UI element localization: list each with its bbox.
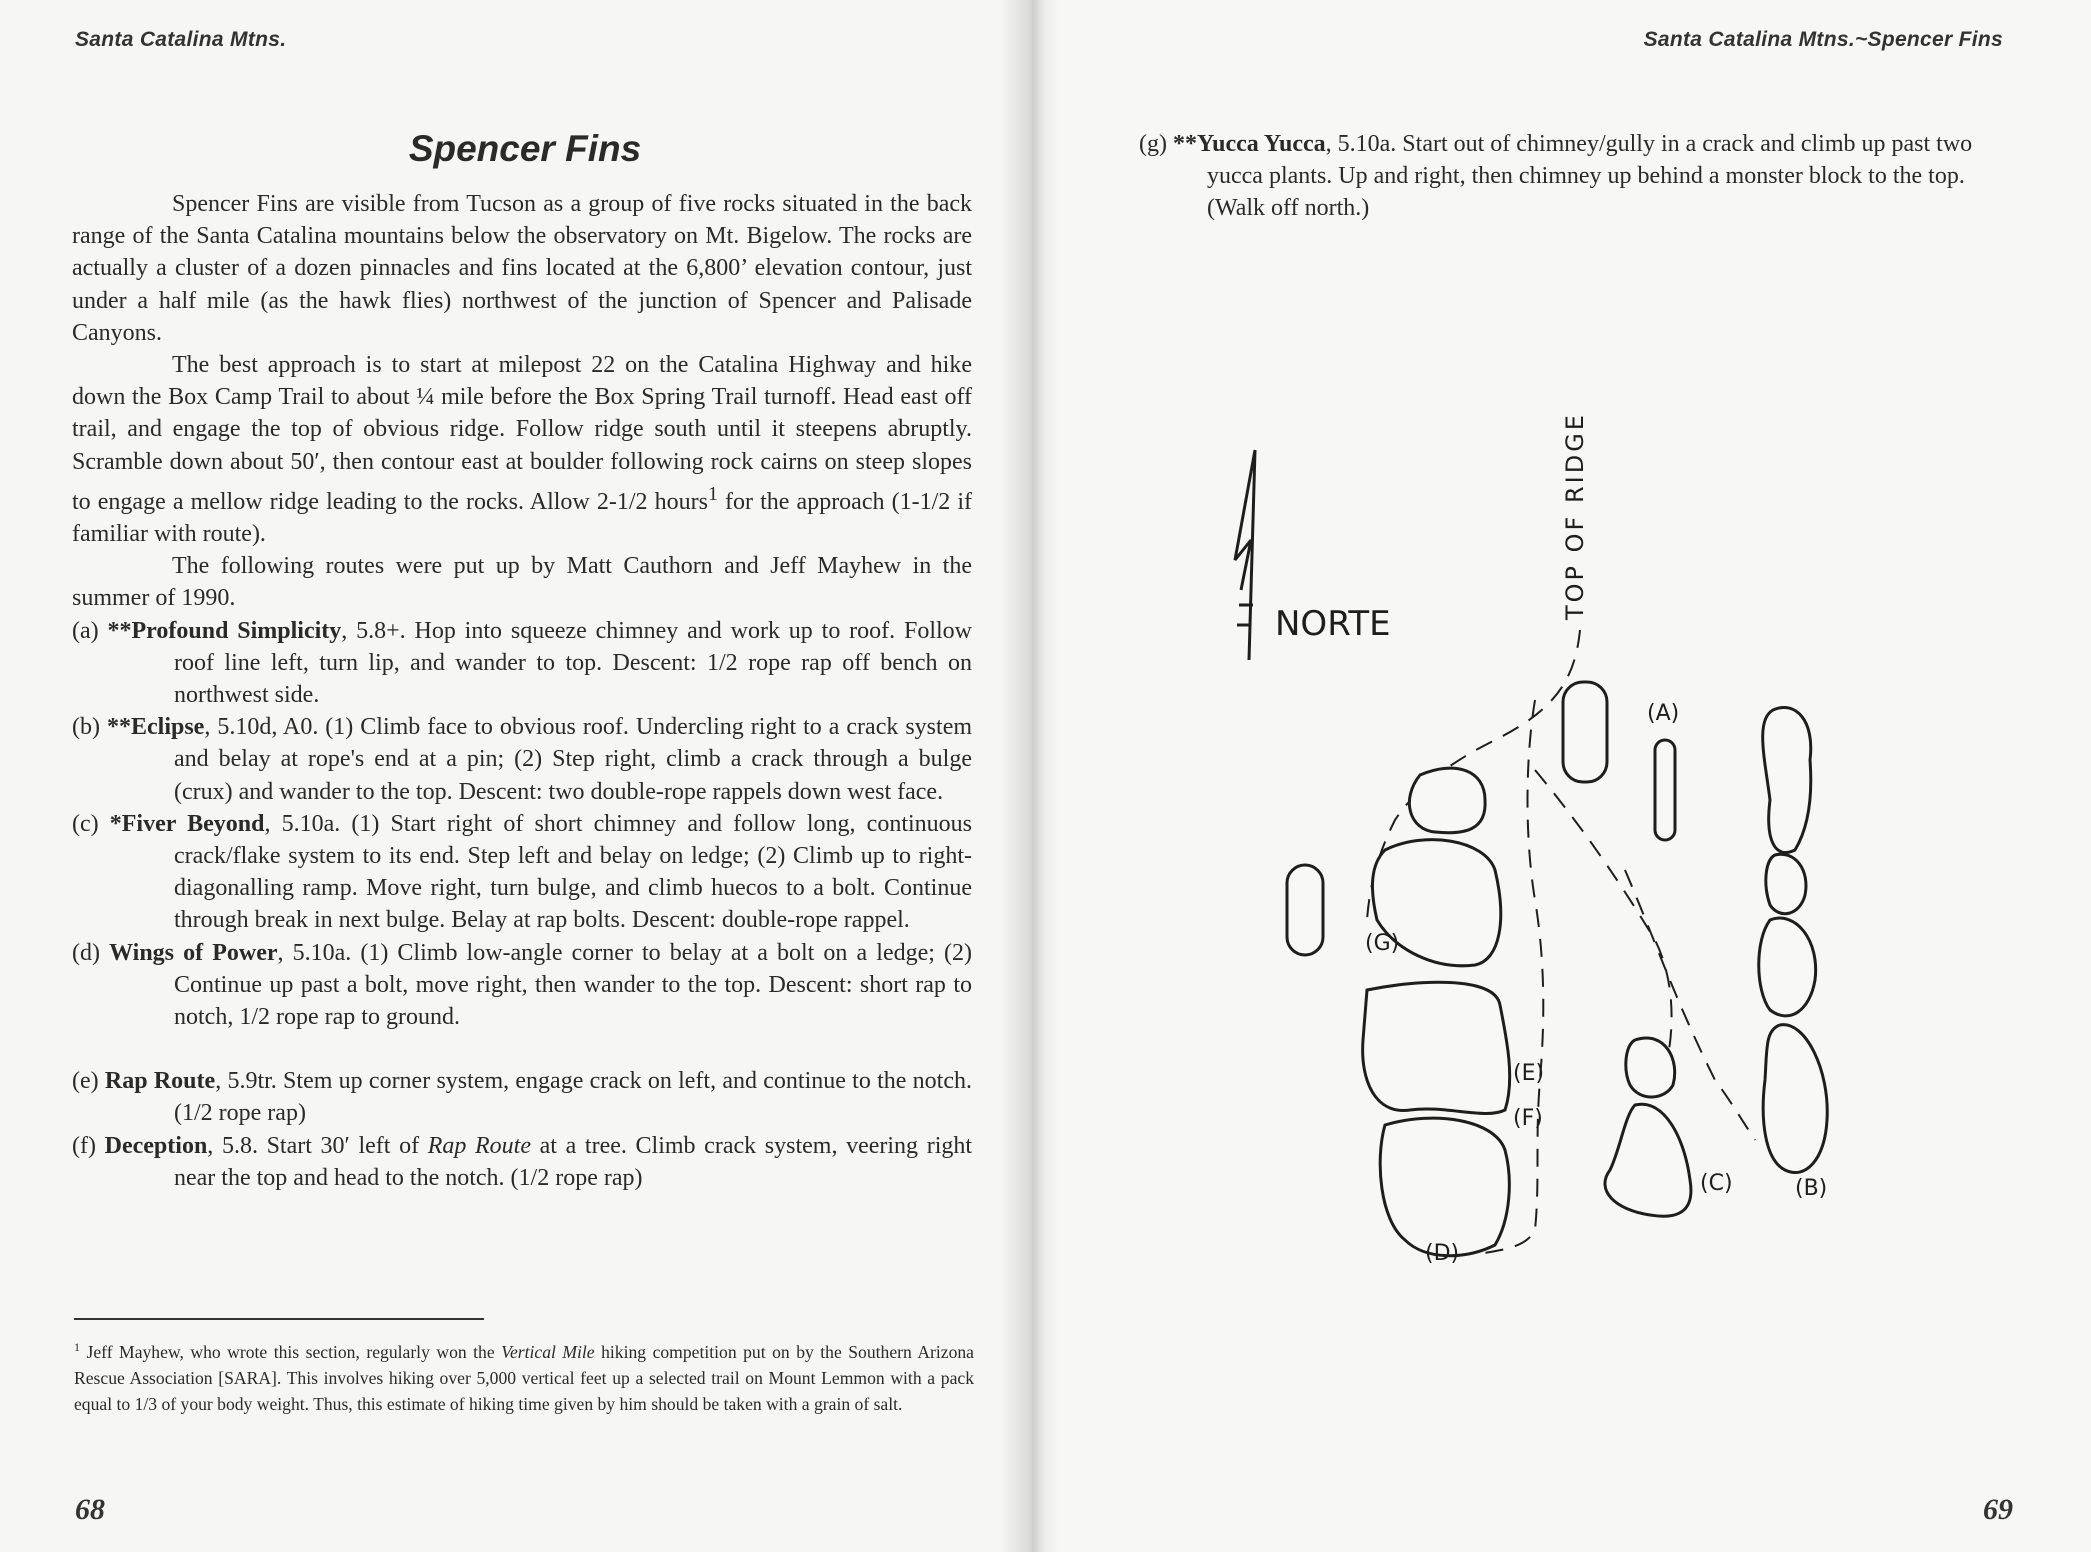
rock-c xyxy=(1605,1104,1691,1216)
route-name: Wings of Power xyxy=(109,939,278,966)
label-b: (B) xyxy=(1795,1176,1828,1201)
route-description: , 5.10a. (1) Climb low-angle corner to belay at a bolt on a ledge; (2) Continue up past a bolt, move right, then wander to the top. Descent: short rap to notch, 1/2 rope rap to ground. xyxy=(174,939,972,1031)
right-page xyxy=(1025,0,2091,1552)
page-number-left: 68 xyxy=(75,1493,105,1526)
label-e: (E) xyxy=(1513,1061,1545,1086)
ridge-label: TOP OF RIDGE xyxy=(1561,412,1589,620)
route-name: **Profound Simplicity xyxy=(107,617,342,644)
rock-b-top xyxy=(1763,707,1811,852)
route-description: , 5.9tr. Stem up corner system, engage crack on left, and continue to the notch. (1/2 rope rap) xyxy=(174,1068,972,1127)
route-reference: Rap Route xyxy=(427,1132,532,1159)
route-name: Rap Route xyxy=(104,1068,216,1095)
label-f: (F) xyxy=(1513,1106,1543,1131)
route-description: , 5.10a. Start out of chimney/gully in a crack and climb up past two yucca plants. Up and right, then chimney up behind a monster block to the top. (Walk off north.) xyxy=(1207,131,1973,222)
route-line-b xyxy=(1625,870,1755,1140)
rock-g-top xyxy=(1409,768,1485,833)
rock-b-low xyxy=(1759,918,1816,1016)
route-description: , 5.8+. Hop into squeeze chimney and work up to roof. Follow roof line left, turn lip, and wander to top. Descent: 1/2 rope rap off bench on northwest side. xyxy=(174,617,973,709)
running-head-right: Santa Catalina Mtns.~Spencer Fins xyxy=(1643,28,2003,51)
route-description: , 5.8. Start 30′ left of xyxy=(207,1132,428,1159)
section-title: Spencer Fins xyxy=(408,128,642,169)
topo-diagram xyxy=(1195,380,1895,1280)
route-letter: (g) xyxy=(1139,131,1167,157)
body-text xyxy=(72,188,972,1194)
rock-b-base xyxy=(1763,1025,1827,1173)
approach-tail: for the approach (1-1/2 if familiar with route). xyxy=(72,488,972,548)
rock-formations xyxy=(1287,682,1827,1256)
route-d xyxy=(72,937,972,1034)
route-letter: (d) xyxy=(72,939,100,966)
north-label: NORTE xyxy=(1275,604,1391,644)
route-f xyxy=(72,1130,972,1194)
label-c: (C) xyxy=(1700,1171,1733,1196)
north-arrow-icon xyxy=(1235,450,1255,660)
paragraph-location: Spencer Fins are visible from Tucson as a group of five rocks situated in the back range of the Santa Catalina mountains below the observatory on Mt. Bigelow. The rocks are actually a cluster of a dozen pinnacles and fins located at the 6,800’ elevation contour, just under a half mile (as the hawk flies) northwest of the junction of Spencer and Palisade Canyons. xyxy=(72,191,972,346)
footnote-mark: 1 xyxy=(707,482,718,505)
footnote-italic: Vertical Mile xyxy=(501,1341,595,1362)
paragraph-approach xyxy=(72,349,972,550)
route-letter: (a) xyxy=(72,617,99,644)
route-name: **Eclipse xyxy=(106,714,205,741)
footnote-rule xyxy=(74,1318,484,1320)
label-a: (A) xyxy=(1647,701,1680,726)
route-description-tail: at a tree. Climb crack system, veering right near the top and head to the notch. (1/2 rope rap) xyxy=(174,1132,973,1191)
route-e xyxy=(72,1065,972,1129)
spacer xyxy=(72,1033,972,1065)
route-name: Deception xyxy=(104,1132,208,1159)
route-name: **Yucca Yucca xyxy=(1172,131,1326,157)
route-g-block xyxy=(1107,128,2007,225)
footnote-text: Jeff Mayhew, who wrote this section, regularly won the xyxy=(86,1341,502,1362)
footnote-text-tail: hiking competition put on by the Southern Arizona Rescue Association [SARA]. This involves hiking over 5,000 vertical feet up a selected trail on Mount Lemmon with a pack equal to 1/3 of your body weight. Thus, this estimate of hiking time given by him should be taken with a grain of salt. xyxy=(74,1341,974,1414)
footnote xyxy=(74,1334,974,1417)
footnote-number: 1 xyxy=(74,1340,80,1354)
route-name: *Fiver Beyond xyxy=(109,810,265,837)
route-letter: (c) xyxy=(72,810,99,837)
rock-d xyxy=(1380,1118,1509,1256)
route-letter: (b) xyxy=(72,714,100,741)
rock-top-center xyxy=(1563,682,1607,782)
route-description: , 5.10d, A0. (1) Climb face to obvious roof. Undercling right to a crack system and belay at rope's end at a pin; (2) Step right, climb a crack through a bulge (crux) and wander to the top. Descent: two double-rope rappels down west face. xyxy=(174,714,973,805)
paragraph-first-ascent: The following routes were put up by Matt Cauthorn and Jeff Mayhew in the summer of 1990. xyxy=(72,553,972,612)
route-letter: (e) xyxy=(72,1068,99,1095)
label-g: (G) xyxy=(1365,931,1400,956)
route-b xyxy=(72,711,972,808)
route-g xyxy=(1107,128,2007,225)
route-line-c xyxy=(1535,770,1672,1070)
running-head-left: Santa Catalina Mtns. xyxy=(75,28,287,51)
route-c xyxy=(72,808,972,937)
approach-text: The best approach is to start at milepost 22 on the Catalina Highway and hike down the Box Camp Trail to about ¼ mile before the Box Spring Trail turnoff. Head east off trail, and engage the top of obvious ridge. Follow ridge south until it steepens abruptly. Scramble down about 50′, then contour east at boulder following rock cairns on steep slopes to engage a mellow ridge leading to the rocks. Allow 2-1/2 hours xyxy=(72,352,972,515)
page-number-right: 69 xyxy=(1983,1493,2013,1526)
rock-west xyxy=(1287,865,1323,955)
rock-b-mid xyxy=(1766,854,1806,913)
route-description: , 5.10a. (1) Start right of short chimney and follow long, continuous crack/flake system to its end. Step left and belay on ledge; (2) Climb up to right-diagonalling ramp. Move right, turn bulge, and climb huecos to a bolt. Continue through break in next bulge. Belay at rap bolts. Descent: double-rope rappel. xyxy=(174,810,973,934)
rock-a xyxy=(1655,740,1675,840)
rock-c-top xyxy=(1626,1038,1675,1097)
left-page xyxy=(0,0,1025,1552)
route-a xyxy=(72,615,972,712)
rock-e xyxy=(1363,982,1510,1113)
label-d: (D) xyxy=(1425,1241,1460,1266)
route-letter: (f) xyxy=(72,1132,96,1159)
